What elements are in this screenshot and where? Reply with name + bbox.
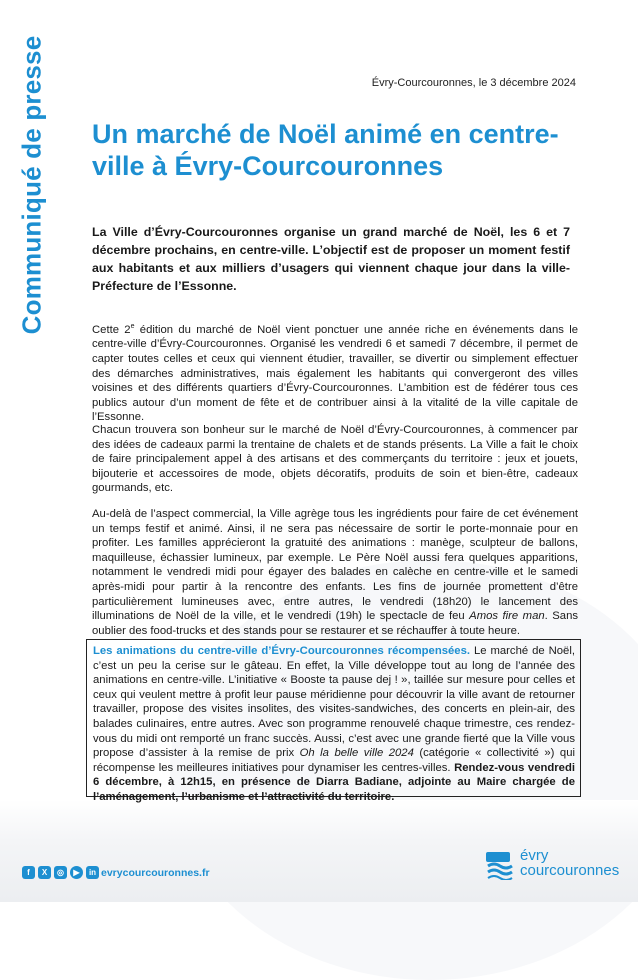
page-title: Un marché de Noël animé en centre-ville à Évry-Courcouronnes bbox=[92, 119, 559, 181]
logo-line-1: évry bbox=[520, 847, 549, 864]
city-logo-icon bbox=[484, 850, 516, 880]
paragraph-3: Au-delà de l’aspect commercial, la Ville agrège tous les ingrédients pour faire de cet événement un temps festif et animé. Ainsi, il ne sera pas nécessaire de sortir le porte-monnaie pour en profiter. Les familles apprécieront la gratuité des animations : manège, sculpteur de ballons, maquilleuse, échassier lumineux, par exemple. Le Père Noël aussi fera quelques apparitions, notamment le vendredi midi pour égayer des balades en calèche en centre-ville et le samedi après-midi pour partir à la rencontre des enfants. Les fins de journée promettent d’être particulièrement lumineuses avec, entre autres, le vendredi (18h20) le lancement des illuminations de Noël de la ville, et le vendredi (19h) le spectacle de feu Amos fire man. Sans oublier des food-trucks et des stands pour se restaurer et se réchauffer à toute heure. bbox=[92, 508, 578, 637]
box-appointment: Rendez-vous vendredi 6 décembre, à 12h15, en présence de Diarra Badiane, adjointe au Maire chargée de l’aménagement, l’urbanisme et l’attractivité du territoire. bbox=[93, 761, 576, 803]
paragraph-2: Chacun trouvera son bonheur sur le marché de Noël d’Évry-Courcouronnes, à commencer par des idées de cadeaux parmi la trentaine de chalets et de stands présents. La Ville a fait le choix de faire principalement appel à des artisans et des commerçants du territoire : jeux et jouets, bijouterie et accessoires de mode, objets décoratifs, produits de soin et bien-être, cadeaux gourmands, etc. bbox=[92, 424, 578, 495]
linkedin-icon[interactable]: in bbox=[86, 866, 99, 879]
youtube-icon[interactable]: ▶ bbox=[70, 866, 83, 879]
lead-paragraph: La Ville d’Évry-Courcouronnes organise un grand marché de Noël, les 6 et 7 décembre prochains, en centre-ville. L’objectif est de proposer un moment festif aux habitants et aux milliers d’usagers qui viennent chaque jour dans la ville-Préfecture de l’Essonne. bbox=[92, 225, 570, 293]
box-heading: Les animations du centre-ville d’Évry-Courcouronnes récompensées. bbox=[93, 645, 470, 657]
social-links bbox=[22, 866, 99, 879]
city-logo bbox=[484, 848, 620, 884]
box-paragraph: Les animations du centre-ville d’Évry-Courcouronnes récompensées. Le marché de Noël, c’est un peu la cerise sur le gâteau. En effet, la Ville développe tout au long de l’année des animations en centre-ville. L’initiative « Booste ta pause dej ! », taillée sur mesure pour celles et ceux qui veulent mettre à profit leur pause méridienne pour découvrir la ville avant de retourner travailler, propose des visites insolites, des visites-sandwiches, des concerts en plein-air, des balades culinaires, entre autres. Avec son programme renouvelé chaque trimestre, ces rendez-vous du midi ont remporté un franc succès. Aussi, c’est avec une grande fierté que la Ville vous propose d’assister à la remise de prix Oh la belle ville 2024 (catégorie « collectivité ») qui récompense les meilleures initiatives pour dynamiser les centres-villes. Rendez-vous vendredi 6 décembre, à 12h15, en présence de Diarra Badiane, adjointe au Maire chargée de l’aménagement, l’urbanisme et l’attractivité du territoire. bbox=[93, 645, 576, 803]
x-icon[interactable]: X bbox=[38, 866, 51, 879]
instagram-icon[interactable]: ◎ bbox=[54, 866, 67, 879]
logo-line-2: courcouronnes bbox=[520, 862, 620, 879]
dateline: Évry-Courcouronnes, le 3 décembre 2024 bbox=[371, 77, 576, 89]
facebook-icon[interactable]: f bbox=[22, 866, 35, 879]
website-link[interactable]: evrycourcouronnes.fr bbox=[101, 867, 210, 879]
side-label: Communiqué de presse bbox=[16, 35, 47, 335]
paragraph-1: Cette 2e édition du marché de Noël vient ponctuer une année riche en événements dans le centre-ville d’Évry-Courcouronnes. Organisé les vendredi 6 et samedi 7 décembre, il permet de capter toutes celles et ceux qui viennent étudier, travailler, se divertir ou simplement effectuer des démarches administratives, mais également les habitants qui convergeront des villes voisines et des différents quartiers d’Évry-Courcouronnes. L’ambition est de fédérer tous ces publics autour d’un moment de fête et de contribuer ainsi à la vitalité de la ville capitale de l’Essonne. bbox=[92, 323, 578, 424]
highlight-box bbox=[86, 639, 581, 803]
